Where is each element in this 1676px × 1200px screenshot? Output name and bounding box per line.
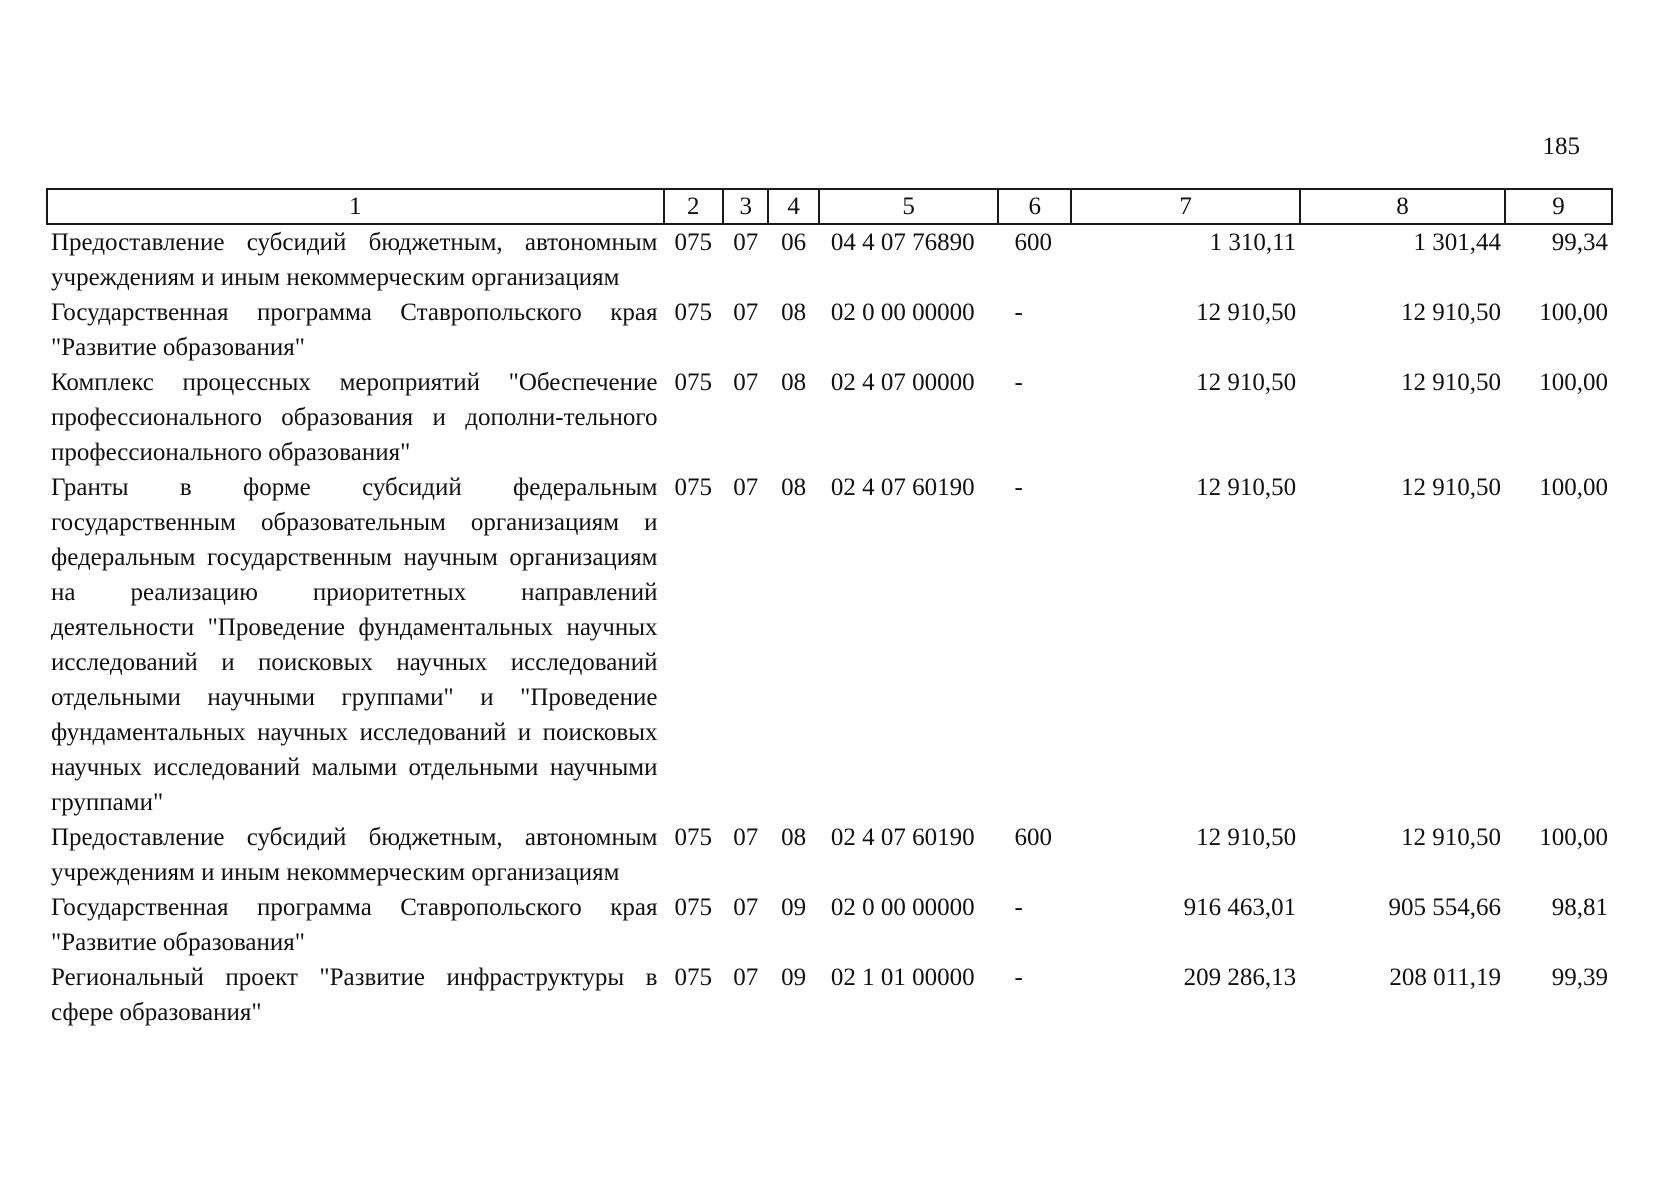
row-name: Государственная программа Ставропольского края "Развитие образования" (51, 299, 658, 361)
row-expense-type: - (1014, 964, 1023, 991)
table-row (47, 960, 1612, 1030)
column-header-2: 2 (664, 189, 724, 224)
row-execution-percent: 100,00 (1539, 369, 1608, 396)
row-expense-type: 600 (1014, 824, 1052, 851)
row-section-code: 07 (733, 369, 759, 396)
row-expense-type: - (1014, 894, 1023, 921)
row-section-code: 07 (733, 229, 759, 256)
table-row (47, 295, 1612, 365)
row-expense-type: 600 (1014, 229, 1052, 256)
row-fact-amount: 12 910,50 (1400, 824, 1501, 851)
row-target-article: 02 1 01 00000 (830, 964, 975, 991)
row-section-code: 07 (733, 474, 759, 501)
column-header-7: 7 (1071, 189, 1300, 224)
row-grbs-code: 075 (674, 229, 713, 256)
table-row (47, 224, 1612, 295)
row-subsection-code: 08 (781, 474, 807, 501)
row-subsection-code: 06 (781, 229, 807, 256)
table-row (47, 470, 1612, 820)
row-name: Комплекс процессных мероприятий "Обеспечение профессионального образования и дополни-тельного профессионального образования" (51, 369, 658, 466)
row-grbs-code: 075 (674, 369, 713, 396)
budget-execution-table (46, 188, 1613, 1030)
row-grbs-code: 075 (674, 964, 713, 991)
row-plan-amount: 209 286,13 (1183, 964, 1297, 991)
row-subsection-code: 09 (781, 964, 807, 991)
table-row (47, 890, 1612, 960)
row-target-article: 02 0 00 00000 (830, 894, 975, 921)
row-grbs-code: 075 (674, 299, 713, 326)
row-grbs-code: 075 (674, 894, 713, 921)
row-fact-amount: 12 910,50 (1400, 369, 1501, 396)
row-target-article: 04 4 07 76890 (830, 229, 975, 256)
row-target-article: 02 4 07 60190 (830, 474, 975, 501)
row-execution-percent: 100,00 (1539, 299, 1608, 326)
row-plan-amount: 12 910,50 (1196, 824, 1297, 851)
row-fact-amount: 12 910,50 (1400, 299, 1501, 326)
row-subsection-code: 09 (781, 894, 807, 921)
row-name: Региональный проект "Развитие инфраструктуры в сфере образования" (51, 964, 658, 1026)
row-fact-amount: 1 301,44 (1413, 229, 1501, 256)
row-grbs-code: 075 (674, 474, 713, 501)
column-header-1: 1 (47, 189, 664, 224)
row-plan-amount: 916 463,01 (1183, 894, 1297, 921)
row-expense-type: - (1014, 299, 1023, 326)
row-target-article: 02 4 07 60190 (830, 824, 975, 851)
column-header-8: 8 (1300, 189, 1505, 224)
column-header-5: 5 (819, 189, 999, 224)
page-number: 185 (1542, 133, 1580, 160)
row-name: Предоставление субсидий бюджетным, автономным учреждениям и иным некоммерческим организациям (51, 229, 658, 291)
table-header (47, 189, 1612, 224)
column-number-row (47, 189, 1612, 224)
row-name: Гранты в форме субсидий федеральным государственным образовательным организациям и федеральным государственным научным организациям на реализацию приоритетных направлений деятельности "Проведение фундаментальных научных исследований и поисковых научных исследований отдельными научными группами" и "Проведение фундаментальных научных исследований и поисковых научных исследований малыми отдельными научными группами" (51, 474, 658, 816)
table-row (47, 365, 1612, 470)
row-plan-amount: 1 310,11 (1209, 229, 1297, 256)
table-row (47, 820, 1612, 890)
row-execution-percent: 98,81 (1551, 894, 1608, 921)
row-section-code: 07 (733, 894, 759, 921)
column-header-4: 4 (768, 189, 818, 224)
row-execution-percent: 99,39 (1551, 964, 1608, 991)
row-section-code: 07 (733, 299, 759, 326)
row-execution-percent: 100,00 (1539, 824, 1608, 851)
row-plan-amount: 12 910,50 (1196, 369, 1297, 396)
row-execution-percent: 99,34 (1551, 229, 1608, 256)
row-section-code: 07 (733, 824, 759, 851)
column-header-6: 6 (998, 189, 1071, 224)
row-target-article: 02 4 07 00000 (830, 369, 975, 396)
column-header-9: 9 (1505, 189, 1612, 224)
row-grbs-code: 075 (674, 824, 713, 851)
row-expense-type: - (1014, 474, 1023, 501)
row-target-article: 02 0 00 00000 (830, 299, 975, 326)
row-fact-amount: 12 910,50 (1400, 474, 1501, 501)
row-subsection-code: 08 (781, 369, 807, 396)
row-plan-amount: 12 910,50 (1196, 299, 1297, 326)
row-fact-amount: 208 011,19 (1389, 964, 1501, 991)
row-subsection-code: 08 (781, 299, 807, 326)
row-section-code: 07 (733, 964, 759, 991)
row-expense-type: - (1014, 369, 1023, 396)
row-plan-amount: 12 910,50 (1196, 474, 1297, 501)
row-execution-percent: 100,00 (1539, 474, 1608, 501)
row-fact-amount: 905 554,66 (1388, 894, 1501, 921)
row-name: Государственная программа Ставропольского края "Развитие образования" (51, 894, 658, 956)
column-header-3: 3 (723, 189, 768, 224)
row-subsection-code: 08 (781, 824, 807, 851)
row-name: Предоставление субсидий бюджетным, автономным учреждениям и иным некоммерческим организациям (51, 824, 658, 886)
